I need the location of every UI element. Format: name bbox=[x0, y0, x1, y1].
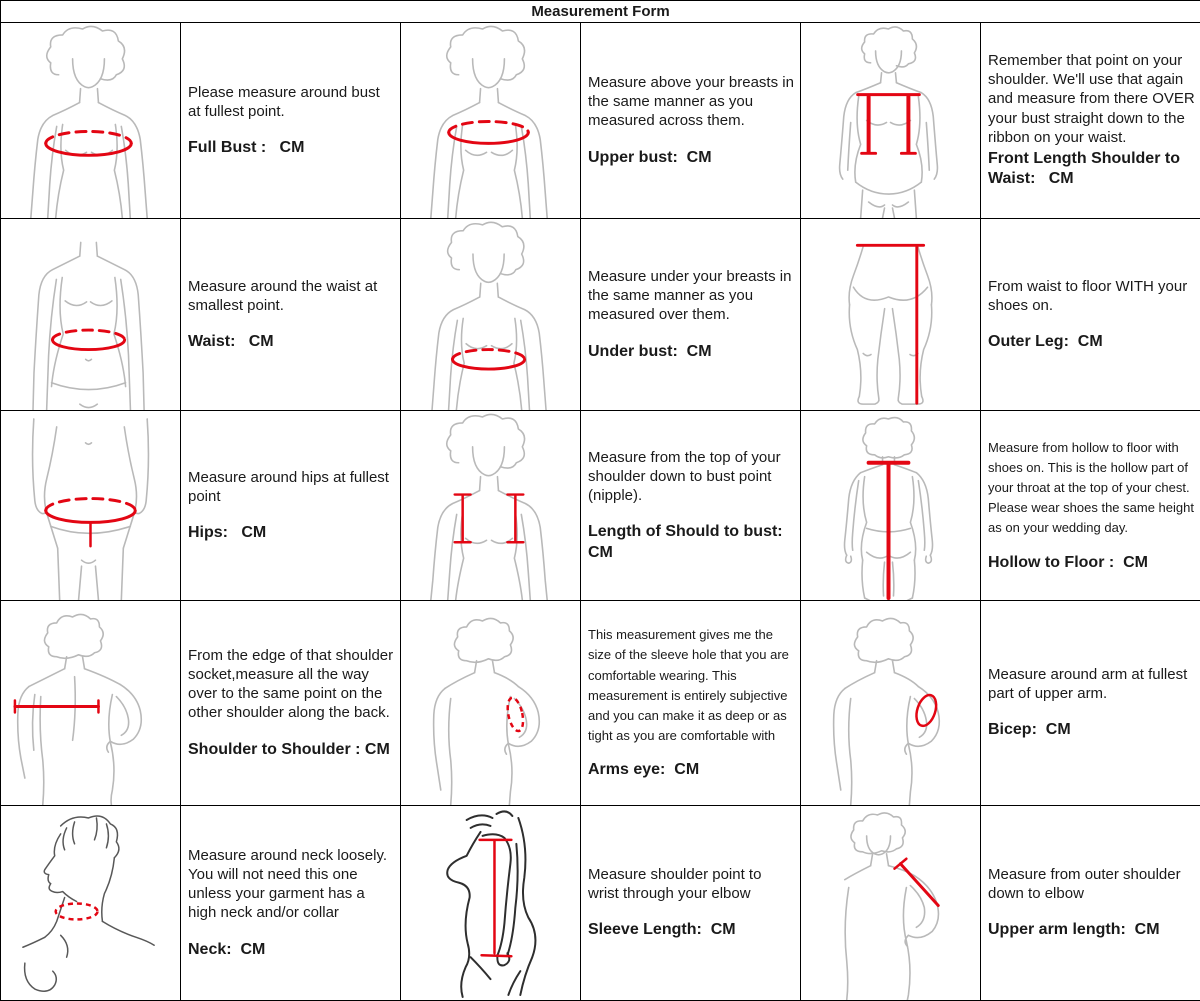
figure-cell-upper-bust bbox=[401, 23, 581, 219]
figure-cell-upper-arm-length bbox=[801, 806, 981, 1001]
text-cell-upper-arm-length bbox=[981, 806, 1200, 1001]
hollow-to-floor-figure bbox=[801, 411, 980, 600]
figure-cell-arms-eye bbox=[401, 601, 581, 806]
measurement-description: Measure above your breasts in the same manner as you measured across them. bbox=[588, 73, 794, 130]
measurement-label: Full Bust : CM bbox=[188, 138, 305, 156]
full-bust-figure bbox=[1, 23, 180, 218]
arms-eye-figure bbox=[401, 601, 580, 805]
figure-cell-neck bbox=[1, 806, 181, 1001]
measurement-label: Upper arm length: CM bbox=[988, 921, 1160, 939]
shoulder-to-bust-figure bbox=[401, 411, 580, 600]
text-cell-shoulder-to-bust bbox=[581, 411, 801, 601]
measurement-label: Front Length Shoulder to Waist: CM bbox=[988, 150, 1185, 188]
figure-cell-shoulder-to-bust bbox=[401, 411, 581, 601]
upper-arm-length-figure bbox=[801, 806, 980, 1000]
text-cell-hips bbox=[181, 411, 401, 601]
text-cell-neck bbox=[181, 806, 401, 1001]
measurement-description: Please measure around bust at fullest point. bbox=[188, 83, 380, 120]
sleeve-length-figure bbox=[401, 806, 580, 1000]
measurement-label: Neck: CM bbox=[188, 940, 266, 958]
measurement-description: From the edge of that shoulder socket,measure all the way over to the same point on the other shoulder along the back. bbox=[188, 646, 394, 722]
measurement-label: Bicep: CM bbox=[988, 721, 1071, 739]
hips-figure bbox=[1, 411, 180, 600]
bicep-figure bbox=[801, 601, 980, 805]
measurement-description: Remember that point on your shoulder. We'll use that again and measure from there OVER your bust straight down to the ribbon on your waist. bbox=[988, 52, 1195, 146]
measurement-description: Measure from the top of your shoulder down to bust point (nipple). bbox=[588, 448, 781, 505]
figure-cell-shoulder-to-shoulder bbox=[1, 601, 181, 806]
text-cell-bicep bbox=[981, 601, 1200, 806]
text-cell-upper-bust bbox=[581, 23, 801, 219]
measurement-label: Waist: CM bbox=[188, 332, 274, 350]
figure-cell-hips bbox=[1, 411, 181, 601]
figure-cell-bicep bbox=[801, 601, 981, 806]
measurement-description: Measure from hollow to floor with shoes on. This is the hollow part of your throat at the top of your chest. Please wear shoes the same height as on your wedding day. bbox=[988, 439, 1194, 536]
measurement-description: Measure around neck loosely. You will not need this one unless your garment has a high neck and/or collar bbox=[188, 846, 387, 922]
under-bust-figure bbox=[401, 219, 580, 410]
shoulder-to-shoulder-figure bbox=[1, 601, 180, 805]
waist-figure bbox=[1, 219, 180, 410]
measurement-grid bbox=[1, 23, 1200, 1001]
figure-cell-full-bust bbox=[1, 23, 181, 219]
outer-leg-figure bbox=[801, 219, 980, 410]
measurement-label: Shoulder to Shoulder : CM bbox=[188, 740, 390, 758]
measurement-description: Measure around the waist at smallest point. bbox=[188, 277, 378, 314]
text-cell-full-bust bbox=[181, 23, 401, 219]
measurement-label: Hollow to Floor : CM bbox=[988, 553, 1148, 571]
text-cell-waist bbox=[181, 219, 401, 411]
text-cell-sleeve-length bbox=[581, 806, 801, 1001]
upper-bust-figure bbox=[401, 23, 580, 218]
text-cell-arms-eye bbox=[581, 601, 801, 806]
measurement-label: Upper bust: CM bbox=[588, 148, 712, 166]
text-cell-front-length bbox=[981, 23, 1200, 219]
text-cell-shoulder-to-shoulder bbox=[181, 601, 401, 806]
neck-figure bbox=[1, 806, 180, 1000]
front-length-figure bbox=[801, 23, 980, 218]
measurement-description: Measure around arm at fullest part of upper arm. bbox=[988, 666, 1188, 703]
measurement-label: Sleeve Length: CM bbox=[588, 921, 736, 939]
text-cell-hollow-to-floor bbox=[981, 411, 1200, 601]
text-cell-outer-leg bbox=[981, 219, 1200, 411]
measurement-label: Outer Leg: CM bbox=[988, 332, 1103, 350]
measurement-description: Measure under your breasts in the same manner as you measured over them. bbox=[588, 267, 792, 324]
figure-cell-front-length bbox=[801, 23, 981, 219]
measurement-label: Arms eye: CM bbox=[588, 761, 700, 779]
figure-cell-under-bust bbox=[401, 219, 581, 411]
measurement-label: Length of Should to bust: CM bbox=[588, 523, 792, 561]
page-title: Measurement Form bbox=[1, 1, 1200, 23]
figure-cell-sleeve-length bbox=[401, 806, 581, 1001]
figure-cell-outer-leg bbox=[801, 219, 981, 411]
measurement-label: Hips: CM bbox=[188, 523, 267, 541]
measurement-label: Under bust: CM bbox=[588, 342, 712, 360]
measurement-description: This measurement gives me the size of the sleeve hole that you are comfortable wearing. This measurement is entirely subjective and you can make it as deep or as tight as you are comfortable with bbox=[588, 627, 789, 744]
figure-cell-hollow-to-floor bbox=[801, 411, 981, 601]
measurement-description: Measure shoulder point to wrist through your elbow bbox=[588, 866, 762, 903]
measurement-description: From waist to floor WITH your shoes on. bbox=[988, 277, 1188, 314]
text-cell-under-bust bbox=[581, 219, 801, 411]
measurement-description: Measure around hips at fullest point bbox=[188, 468, 389, 505]
measurement-description: Measure from outer shoulder down to elbow bbox=[988, 866, 1181, 903]
figure-cell-waist bbox=[1, 219, 181, 411]
